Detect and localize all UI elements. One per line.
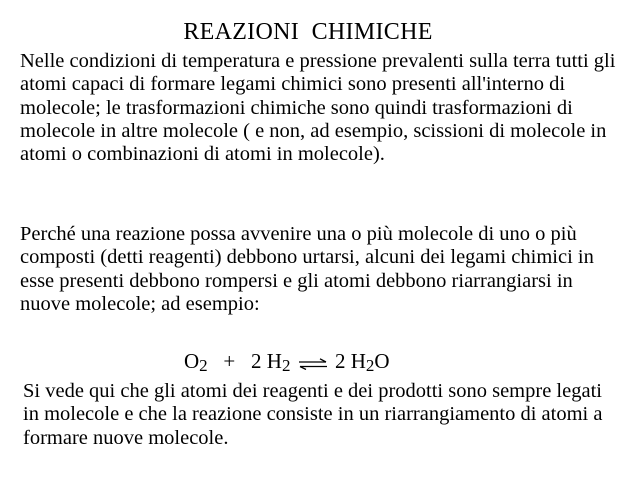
reactant-oxygen-subscript: 2	[199, 356, 208, 375]
page-title: REAZIONI CHIMICHE	[183, 19, 433, 45]
product-water-oxygen: O	[374, 349, 390, 373]
reactant-hydrogen-subscript: 2	[281, 356, 291, 375]
reactant-oxygen: O	[184, 349, 200, 373]
paragraph-conclusion: Si vede qui che gli atomi dei reagenti e dei prodotti sono sempre legati in molecole e che la reazione consiste in un riarrangiamento di atomi a formare nuove molecole.	[23, 380, 603, 449]
product-water: 2 H	[334, 349, 366, 373]
chemical-equation	[184, 348, 390, 376]
paragraph-intro: Nelle condizioni di temperatura e pressione prevalenti sulla terra tutti gli atomi capaci di formare legami chimici sono presenti all'interno di molecole; le trasformazioni chimiche sono quindi trasformazioni di molecole in altre molecole ( e non, ad esempio, scissioni di molecole in atomi o combinazioni di atomi in molecole).	[20, 50, 616, 166]
equilibrium-arrow-icon	[298, 350, 328, 376]
reactant-hydrogen: 2 H	[251, 349, 282, 373]
paragraph-reaction-conditions: Perché una reazione possa avvenire una o più molecole di uno o più composti (detti reagenti) debbono urtarsi, alcuni dei legami chimici in esse presenti debbono rompersi e gli atomi debbono riarrangiarsi in nuove molecole; ad esempio:	[20, 223, 594, 315]
product-water-subscript: 2	[365, 356, 375, 375]
plus-sign: +	[223, 349, 236, 373]
